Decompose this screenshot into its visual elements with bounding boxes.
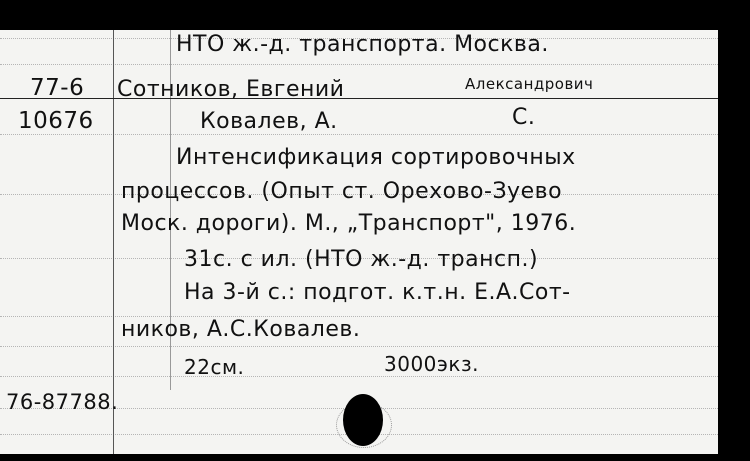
scan-border-bottom — [0, 454, 750, 461]
title-line-3: Моск. дороги). М., „Транспорт", 1976. — [121, 211, 577, 236]
catalog-card — [0, 30, 718, 454]
call-number: 77-6 — [30, 75, 85, 101]
coauthor-initial: С. — [512, 105, 536, 130]
scan-border-right — [718, 0, 750, 461]
accession-number: 10676 — [18, 108, 94, 134]
size-field: 22см. — [184, 355, 245, 379]
author-patronymic: Александрович — [465, 75, 594, 93]
title-line-1: Интенсификация сортировочных — [176, 145, 576, 170]
note-line-1: На 3-й с.: подгот. к.т.н. Е.А.Сот- — [184, 280, 571, 305]
card-ruling — [0, 64, 718, 65]
card-number: 76-87788. — [6, 390, 119, 414]
title-line-2: процессов. (Опыт ст. Орехово-Зуево — [121, 179, 563, 204]
card-ruling — [0, 134, 718, 135]
author-name: Сотников, Евгений — [117, 77, 345, 102]
coauthor-name: Ковалев, А. — [200, 109, 338, 134]
punch-hole — [343, 394, 383, 446]
physical-description: 31с. с ил. (НТО ж.-д. трансп.) — [184, 247, 539, 272]
card-ruling — [0, 346, 718, 347]
note-line-2: ников, А.С.Ковалев. — [121, 317, 361, 342]
card-top-rule — [0, 98, 718, 99]
corporate-heading: НТО ж.-д. транспорта. Москва. — [176, 32, 549, 57]
scan-border-top — [0, 0, 750, 30]
card-ruling — [0, 376, 718, 377]
copies-field: 3000экз. — [384, 352, 479, 376]
